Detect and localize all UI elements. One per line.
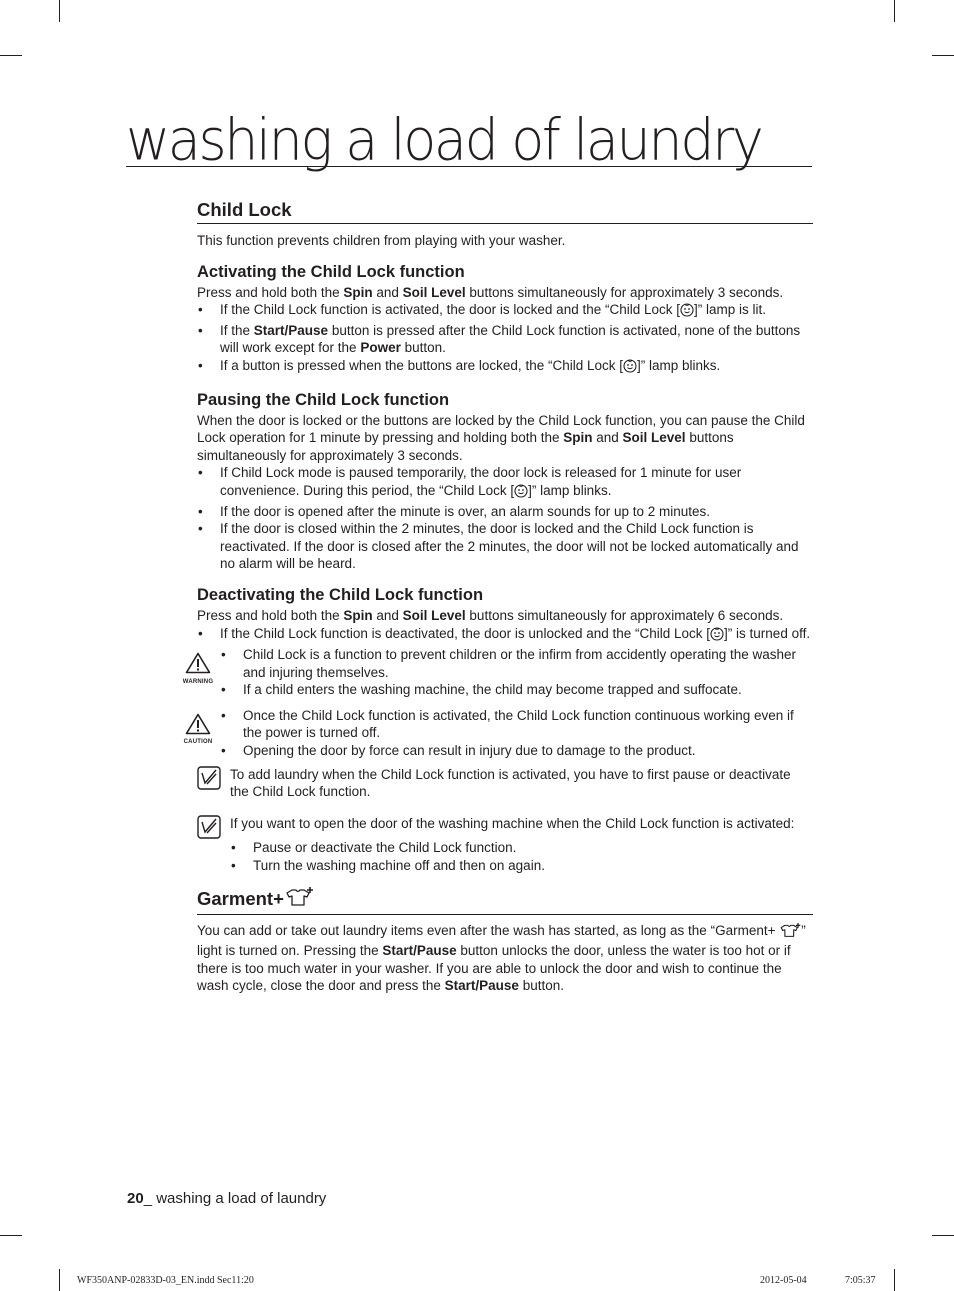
list-item: • Turn the washing machine off and then on again. xyxy=(230,857,813,875)
chapter-title: washing a load of laundry xyxy=(126,110,812,167)
caution-list xyxy=(197,707,813,760)
imprint-time: 7:05:37 xyxy=(845,1275,876,1286)
pausing-paragraph: When the door is locked or the buttons are locked by the Child Lock function, you can pause the Child Lock operation for 1 minute by pressing and holding both the Spin and Soil Level buttons simultaneously for approximately 3 seconds. xyxy=(197,412,805,463)
list-item: • If the door is opened after the minute is over, an alarm sounds for up to 2 minutes. xyxy=(197,503,813,521)
list-item: • If the door is closed within the 2 minutes, the door is locked and the Child Lock function is reactivated. If the door is closed after the 2 minutes, the door will not be locked automatically and no alarm will be heard. xyxy=(197,520,813,573)
crop-mark xyxy=(0,55,22,56)
crop-mark xyxy=(59,0,60,22)
activating-paragraph: Press and hold both the Spin and Soil Level buttons simultaneously for approximately 3 seconds. xyxy=(197,284,784,300)
main-content xyxy=(182,198,813,995)
child-lock-icon xyxy=(710,627,724,646)
caution-label: CAUTION xyxy=(183,739,213,746)
garment-paragraph: You can add or take out laundry items even after the wash has started, as long as the “Garment+ ” light is turned on. Pressing the Start/Pause button unlocks the door, unless the water is too hot or if there is too much water in your washer. If you are able to unlock the door and wish to continue the wash cycle, close the door and press the Start/Pause button. xyxy=(197,922,806,994)
garment-heading: Garment+ xyxy=(197,887,813,915)
note-open-door-list xyxy=(230,839,813,874)
list-item: • If a button is pressed when the buttons are locked, the “Child Lock [ ]” lamp blinks. xyxy=(197,357,813,378)
child-lock-icon xyxy=(514,484,528,503)
warning-triangle-icon xyxy=(182,652,214,686)
imprint-date: 2012-05-04 xyxy=(760,1275,807,1286)
crop-mark xyxy=(894,1269,895,1291)
note-pencil-icon xyxy=(197,815,221,844)
note-add-laundry: To add laundry when the Child Lock function is activated, you have to first pause or deactivate the Child Lock function. xyxy=(197,766,813,801)
imprint-file: WF350ANP-02833D-03_EN.indd Sec11:20 xyxy=(77,1275,254,1286)
list-item: • If a child enters the washing machine, the child may become trapped and suffocate. xyxy=(220,681,813,699)
child-lock-heading: Child Lock xyxy=(197,198,813,224)
list-item: • Opening the door by force can result in injury due to damage to the product. xyxy=(220,742,813,760)
deactivating-heading: Deactivating the Child Lock function xyxy=(197,585,484,604)
list-item: • Child Lock is a function to prevent children or the infirm from accidently operating the washer and injuring themselves. xyxy=(220,646,813,681)
list-item: • Pause or deactivate the Child Lock function. xyxy=(230,839,813,857)
caution-triangle-icon xyxy=(182,713,214,747)
note-pencil-icon xyxy=(197,766,221,795)
activating-list xyxy=(197,301,813,377)
child-lock-icon xyxy=(680,303,694,322)
list-item: • Once the Child Lock function is activated, the Child Lock function continuous working even if the power is turned off. xyxy=(220,707,813,742)
crop-mark xyxy=(59,1269,60,1291)
activating-heading: Activating the Child Lock function xyxy=(197,262,465,281)
list-item: • If the Child Lock function is activated, the door is locked and the “Child Lock [ ]” lamp is lit. xyxy=(197,301,813,322)
warning-list xyxy=(197,646,813,699)
crop-mark xyxy=(932,55,954,56)
crop-mark xyxy=(0,1235,22,1236)
child-lock-icon xyxy=(623,359,637,378)
page-footer: 20_ washing a load of laundry xyxy=(127,1190,327,1207)
garment-plus-icon xyxy=(779,923,801,943)
list-item: • If Child Lock mode is paused temporarily, the door lock is released for 1 minute for user convenience. During this period, the “Child Lock [ ]” lamp blinks. xyxy=(197,464,813,502)
deactivating-paragraph: Press and hold both the Spin and Soil Level buttons simultaneously for approximately 6 seconds. xyxy=(197,607,784,623)
warning-notice xyxy=(182,646,813,699)
pausing-heading: Pausing the Child Lock function xyxy=(197,390,450,409)
note-open-door: If you want to open the door of the washing machine when the Child Lock function is activated: • Pause or deactivate the Child Lock function. • Turn the washing machine off and then on again. xyxy=(197,815,813,875)
pausing-list xyxy=(197,464,813,573)
caution-notice xyxy=(183,707,813,760)
warning-label: WARNING xyxy=(182,678,214,685)
list-item: • If the Child Lock function is deactivated, the door is unlocked and the “Child Lock [ ]” is turned off. xyxy=(197,625,813,646)
deactivating-list xyxy=(197,625,813,646)
crop-mark xyxy=(894,0,895,22)
crop-mark xyxy=(932,1235,954,1236)
garment-plus-icon xyxy=(284,887,314,913)
child-lock-intro: This function prevents children from playing with your washer. xyxy=(197,233,566,248)
list-item: • If the Start/Pause button is pressed after the Child Lock function is activated, none of the buttons will work except for the Power button. xyxy=(197,322,813,357)
